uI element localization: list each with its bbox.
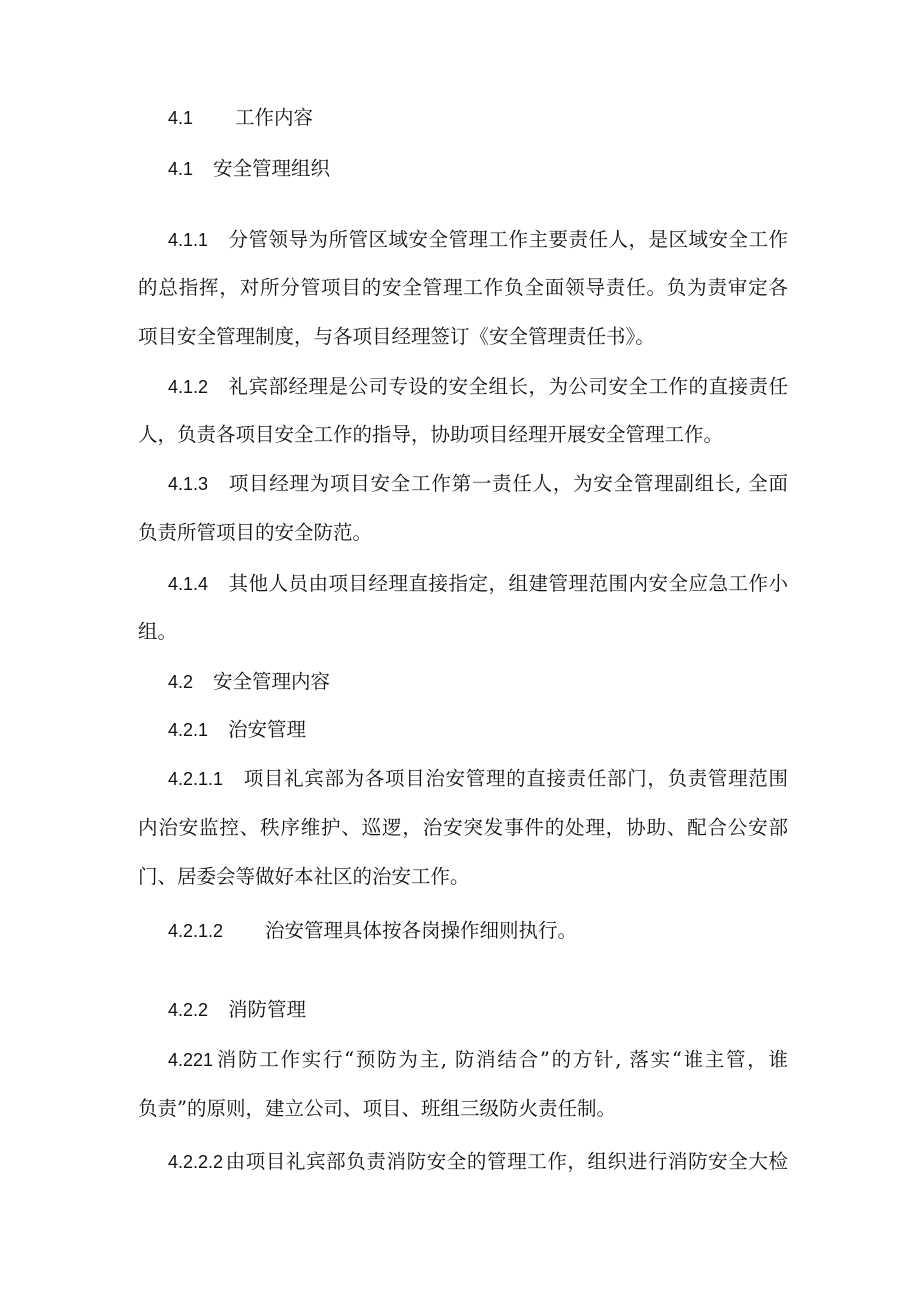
clause-number: 4.2.1.1 — [168, 769, 224, 789]
heading-4-2-2 — [168, 998, 818, 1022]
heading-text: 治安管理 — [228, 718, 307, 741]
clause-number: 4.2.2.2 — [168, 1152, 224, 1172]
paragraph-4-1-3-line-2 — [138, 521, 788, 545]
heading-number: 4.2.1 — [168, 720, 209, 740]
paragraph-text: 治安管理具体按各岗操作细则执行。 — [265, 919, 578, 942]
paragraph-text: 项目安全管理制度，与各项目经理签订《安全管理责任书》。 — [138, 325, 655, 348]
paragraph-text: 组。 — [138, 620, 178, 643]
paragraph-text: 负责所管项目的安全防范。 — [138, 521, 373, 544]
paragraph-4-2-1-1-line-2 — [138, 816, 788, 840]
paragraph-4-2-2-1-line-2 — [138, 1097, 788, 1121]
paragraph-4-2-2-2-line-1 — [168, 1150, 788, 1174]
heading-4-1 — [168, 106, 818, 130]
heading-4-2-1 — [168, 718, 818, 742]
heading-4-2 — [168, 670, 818, 694]
heading-text: 消防管理 — [228, 998, 307, 1021]
clause-number: 4.1.1 — [168, 230, 209, 250]
heading-text: 安全管理内容 — [213, 670, 331, 693]
paragraph-text: 项目经理为项目安全工作第一责任人，为安全管理副组长, 全面 — [228, 472, 788, 495]
heading-text: 安全管理组织 — [213, 157, 331, 180]
paragraph-4-1-2-line-1 — [168, 375, 788, 399]
heading-number: 4.2.2 — [168, 1000, 209, 1020]
heading-number: 4.2 — [168, 672, 194, 692]
heading-number: 4.1 — [168, 159, 194, 179]
paragraph-text: 消防工作实行“预防为主, 防消结合”的方针, 落实“谁主管，谁 — [215, 1048, 788, 1071]
paragraph-text: 内治安监控、秩序维护、巡逻，治安突发事件的处理，协助、配合公安部 — [138, 816, 788, 839]
heading-text: 工作内容 — [235, 106, 314, 129]
paragraph-text: 由项目礼宾部负责消防安全的管理工作，组织进行消防安全大检 — [225, 1150, 788, 1173]
paragraph-4-2-1-2 — [168, 919, 818, 943]
paragraph-text: 其他人员由项目经理直接指定，组建管理范围内安全应急工作小 — [228, 572, 788, 595]
clause-number: 4.1.4 — [168, 574, 209, 594]
paragraph-4-1-4-line-1 — [168, 572, 788, 596]
clause-number: 4.221 — [168, 1050, 214, 1070]
paragraph-4-1-4-line-2 — [138, 620, 788, 644]
paragraph-4-2-2-1-line-1 — [168, 1048, 788, 1072]
paragraph-4-1-1-line-3 — [138, 325, 788, 349]
paragraph-text: 人，负责各项目安全工作的指导，协助项目经理开展安全管理工作。 — [138, 423, 724, 446]
paragraph-text: 的总指挥，对所分管项目的安全管理工作负全面领导责任。负为责审定各 — [138, 276, 788, 299]
paragraph-text: 负责”的原则，建立公司、项目、班组三级防火责任制。 — [138, 1097, 616, 1120]
paragraph-4-1-1-line-2 — [138, 276, 788, 300]
paragraph-text: 礼宾部经理是公司专设的安全组长，为公司安全工作的直接责任 — [228, 375, 788, 398]
paragraph-4-1-2-line-2 — [138, 423, 788, 447]
paragraph-text: 门、居委会等做好本社区的治安工作。 — [138, 865, 470, 888]
clause-number: 4.1.2 — [168, 377, 209, 397]
paragraph-text: 项目礼宾部为各项目治安管理的直接责任部门，负责管理范围 — [243, 767, 788, 790]
paragraph-text: 分管领导为所管区域安全管理工作主要责任人，是区域安全工作 — [228, 228, 788, 251]
clause-number: 4.2.1.2 — [168, 921, 224, 941]
paragraph-4-1-3-line-1 — [168, 472, 788, 496]
paragraph-4-2-1-1-line-1 — [168, 767, 788, 791]
heading-number: 4.1 — [168, 108, 194, 128]
paragraph-4-1-1-line-1 — [168, 228, 788, 252]
heading-4-1-sub — [168, 157, 818, 181]
clause-number: 4.1.3 — [168, 474, 209, 494]
paragraph-4-2-1-1-line-3 — [138, 865, 788, 889]
